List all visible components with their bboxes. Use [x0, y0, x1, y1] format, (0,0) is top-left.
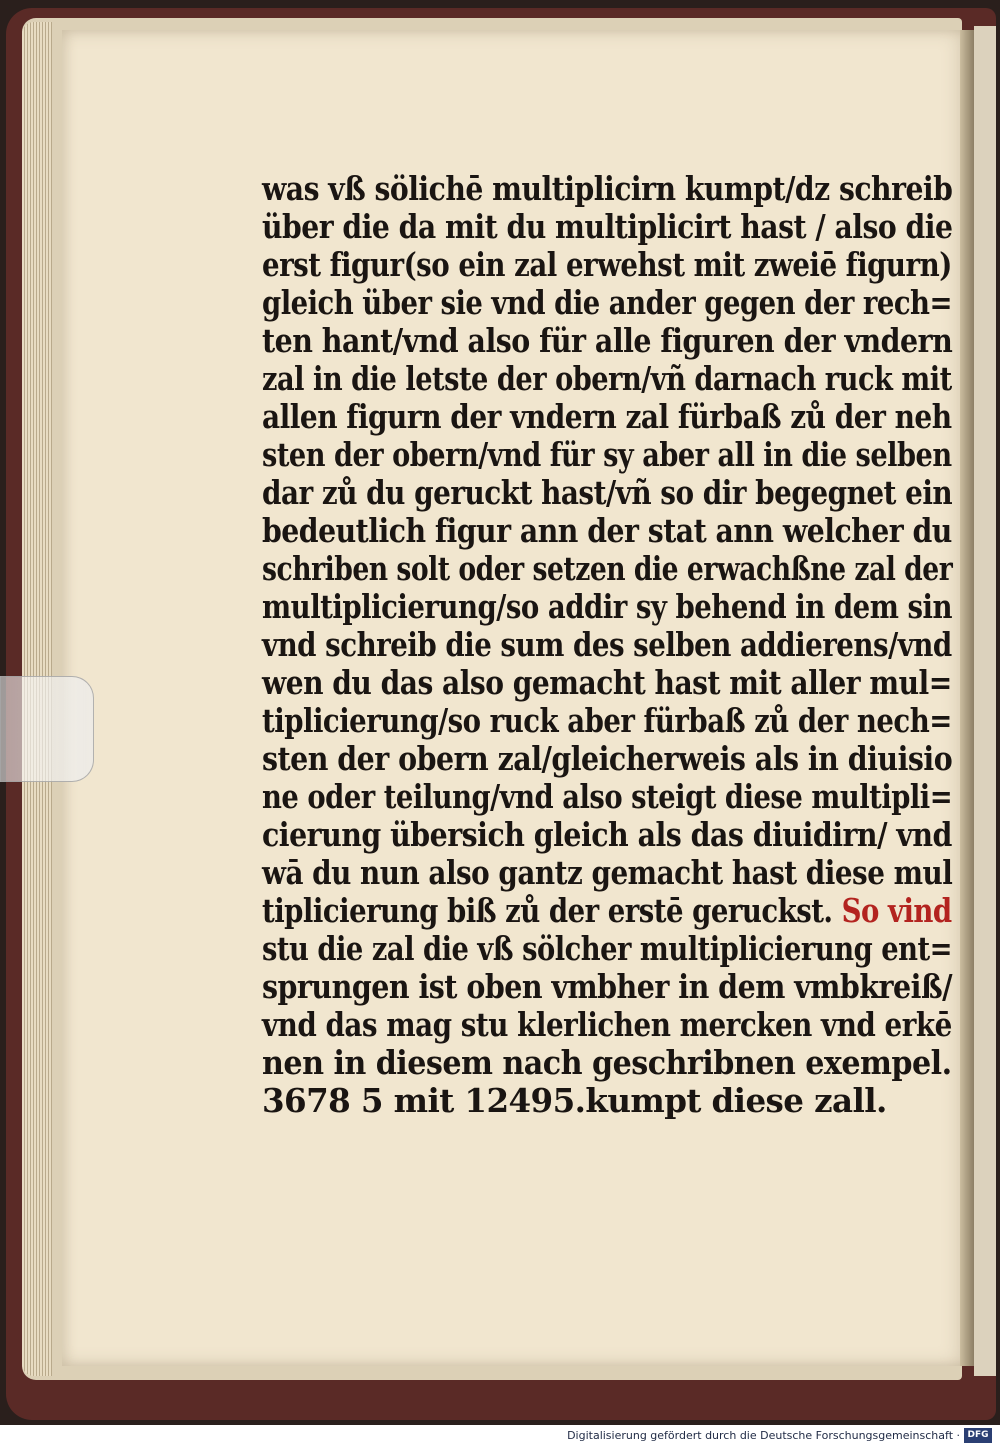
text-block: [262, 170, 962, 1120]
text-line: sten der obern/vnd für sy aber all in die selben: [262, 435, 952, 474]
text-line: [262, 891, 952, 930]
text-line: zal in die letste der obern/vñ darnach ruck mit: [262, 359, 952, 398]
text-line: über die da mit du multiplicirt hast / also die: [262, 207, 953, 246]
facing-page-edge: [974, 26, 996, 1376]
book-page: [62, 30, 970, 1366]
page-gutter-shadow: [960, 30, 974, 1366]
text-line: dar zů du geruckt hast/vñ so dir begegnet ein: [262, 473, 953, 512]
text-line: vnd schreib die sum des selben addierens/vnd: [262, 625, 952, 664]
text-line: was vß sölichē multiplicirn kumpt/dz schreib: [262, 169, 953, 208]
page-clip: [0, 676, 94, 782]
text-line: ten hant/vnd also für alle figuren der vndern: [262, 321, 953, 360]
text-line: nen in diesem nach geschribnen exempel.: [262, 1043, 952, 1082]
text-segment: tiplicierung biß zů der erstē geruckst.: [262, 891, 833, 930]
rubric-initial: So vind: [841, 891, 952, 930]
text-line: vnd das mag stu klerlichen mercken vnd erkē: [262, 1005, 952, 1044]
text-line: bedeutlich figur ann der stat ann welcher du: [262, 511, 952, 550]
text-line: sprungen ist oben vmbher in dem vmbkreiß/: [262, 967, 953, 1006]
text-line: wen du das also gemacht hast mit aller mul=: [262, 663, 952, 702]
text-line: allen figurn der vndern zal fürbaß zů der neh: [262, 397, 952, 436]
text-line: multiplicierung/so addir sy behend in dem sin: [262, 587, 953, 626]
text-line: sten der obern zal/gleicherweis als in diuisio: [262, 739, 953, 778]
text-line: schriben solt oder setzen die erwachßne zal der: [262, 549, 953, 588]
text-line: erst figur(so ein zal erwehst mit zweiē figurn): [262, 245, 952, 284]
footer-credit: Digitalisierung gefördert durch die Deutsche Forschungsgemeinschaft ·: [567, 1429, 960, 1442]
text-line: ne oder teilung/vnd also steigt diese multipli=: [262, 777, 953, 816]
text-line: gleich über sie vnd die ander gegen der rech=: [262, 283, 953, 322]
footer: [0, 1425, 1000, 1445]
text-line: stu die zal die vß sölcher multiplicierung ent=: [262, 929, 953, 968]
text-line: wā du nun also gantz gemacht hast diese mul: [262, 853, 953, 892]
dfg-logo-icon: DFG: [964, 1428, 992, 1443]
text-line: cierung übersich gleich als das diuidirn/ vnd: [262, 815, 952, 854]
text-line: 3678 5 mit 12495.kumpt diese zall.: [262, 1081, 887, 1120]
text-line: tiplicierung/so ruck aber fürbaß zů der nech=: [262, 701, 952, 740]
